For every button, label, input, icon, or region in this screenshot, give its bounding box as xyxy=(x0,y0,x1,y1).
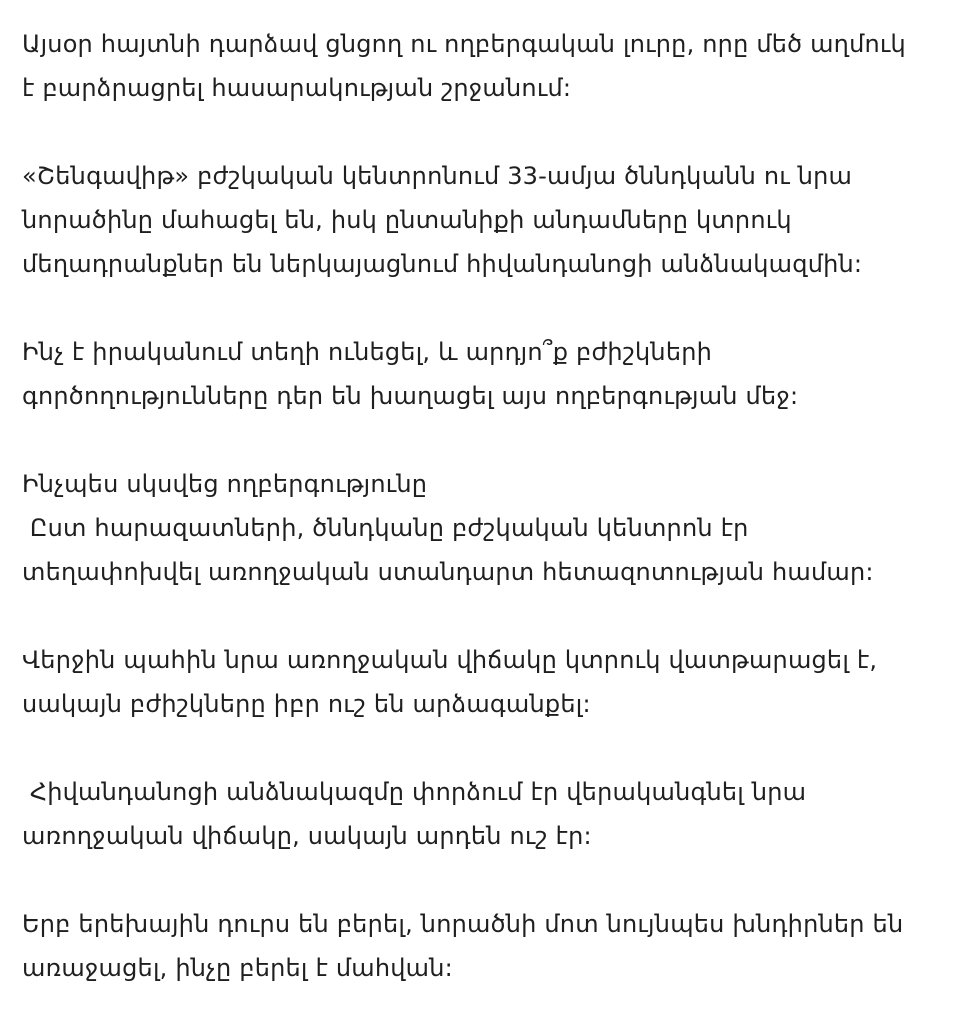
text-line: առաջացել, ինչը բերել է մահվան: xyxy=(22,954,453,982)
text-line: Երբ երեխային դուրս են բերել, նորածնի մոտ նույնպես խնդիրներ են xyxy=(22,910,904,938)
paragraph-incident xyxy=(22,154,947,286)
paragraph-newborn xyxy=(22,902,947,990)
text-line: Վերջին պահին նրա առողջական վիճակը կտրուկ վատթարացել է, xyxy=(22,646,878,674)
paragraph-resuscitation xyxy=(22,770,947,858)
paragraph-intro xyxy=(22,22,947,110)
section-heading-line: Ինչպես սկսվեց ողբերգությունը xyxy=(22,470,428,498)
text-line: նորածինը մահացել են, իսկ ընտանիքի անդամները կտրուկ xyxy=(22,206,792,234)
text-line: գործողությունները դեր են խաղացել այս ողբերգության մեջ: xyxy=(22,382,799,410)
text-line: առողջական վիճակը, սակայն արդեն ուշ էր: xyxy=(22,822,592,850)
text-line: տեղափոխվել առողջական ստանդարտ հետազոտության համար: xyxy=(22,558,874,586)
article-body xyxy=(22,22,947,1034)
text-line: է բարձրացրել հասարակության շրջանում: xyxy=(22,74,572,102)
paragraph-deterioration xyxy=(22,638,947,726)
text-line: Հիվանդանոցի անձնակազմը փորձում էր վերականգնել նրա xyxy=(22,778,807,806)
text-line: սակայն բժիշկները իբր ուշ են արձագանքել: xyxy=(22,690,591,718)
text-line: մեղադրանքներ են ներկայացնում հիվանդանոցի անձնակազմին: xyxy=(22,250,863,278)
paragraph-how-it-began xyxy=(22,462,947,594)
text-line: Ինչ է իրականում տեղի ունեցել, և արդյո՞ք բժիշկների xyxy=(22,338,713,366)
text-line: Ըստ հարազատների, ծննդկանը բժշկական կենտրոն էր xyxy=(22,514,749,542)
text-line: Այսօր հայտնի դարձավ ցնցող ու ողբերգական լուրը, որը մեծ աղմուկ xyxy=(22,30,906,58)
paragraph-question xyxy=(22,330,947,418)
text-line: «Շենգավիթ» բժշկական կենտրոնում 33-ամյա ծննդկանն ու նրա xyxy=(22,162,853,190)
